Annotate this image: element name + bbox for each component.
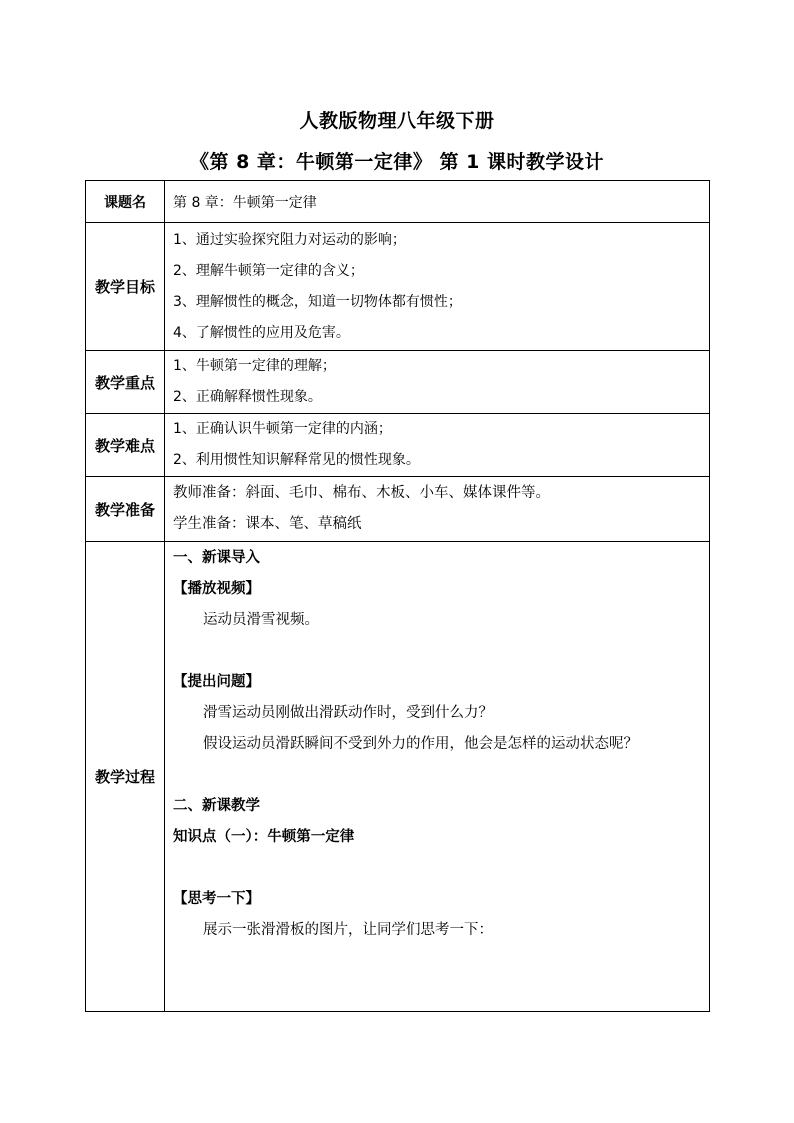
section-heading: 二、新课教学 xyxy=(173,798,260,814)
video-text: 运动员滑雪视频。 xyxy=(203,612,319,628)
preparation-content xyxy=(165,477,710,542)
table-row-objectives xyxy=(86,223,710,351)
document-subtitle: 《第 8 章：牛顿第一定律》 第 1 课时教学设计 xyxy=(189,151,604,173)
think-text: 展示一张滑滑板的图片，让同学们思考一下： xyxy=(203,922,493,938)
preparation-item: 学生准备：课本、笔、草稿纸 xyxy=(173,516,362,532)
preparation-item: 教师准备：斜面、毛巾、棉布、木板、小车、媒体课件等。 xyxy=(173,485,550,501)
key-points-label: 教学重点 xyxy=(86,351,165,414)
lesson-plan-table xyxy=(85,180,710,1012)
difficulty-item: 1、正确认识牛顿第一定律的内涵； xyxy=(173,421,392,437)
blank-line xyxy=(173,853,709,884)
topic-label: 课题名 xyxy=(86,181,165,223)
process-content xyxy=(165,542,710,1012)
table-row-preparation xyxy=(86,477,710,542)
key-points-content xyxy=(165,351,710,414)
video-heading: 【播放视频】 xyxy=(173,581,260,597)
document-title: 人教版物理八年级下册 xyxy=(299,110,495,132)
objectives-label: 教学目标 xyxy=(86,223,165,351)
table-row-process xyxy=(86,542,710,1012)
table-row-key-points xyxy=(86,351,710,414)
question-heading: 【提出问题】 xyxy=(173,674,260,690)
blank-line xyxy=(173,636,709,667)
objectives-content xyxy=(165,223,710,351)
question-text: 假设运动员滑跃瞬间不受到外力的作用，他会是怎样的运动状态呢？ xyxy=(203,736,638,752)
process-label: 教学过程 xyxy=(86,542,165,1012)
objective-item: 4、了解惯性的应用及危害。 xyxy=(173,324,350,341)
key-point-item: 2、正确解释惯性现象。 xyxy=(173,389,322,405)
table-row-difficulties xyxy=(86,414,710,477)
knowledge-point-heading: 知识点（一）：牛顿第一定律 xyxy=(173,829,355,845)
table-row-topic xyxy=(86,181,710,223)
preparation-label: 教学准备 xyxy=(86,477,165,542)
key-point-item: 1、牛顿第一定律的理解； xyxy=(173,358,336,374)
difficulty-item: 2、利用惯性知识解释常见的惯性现象。 xyxy=(173,452,420,468)
difficulties-label: 教学难点 xyxy=(86,414,165,477)
difficulties-content xyxy=(165,414,710,477)
question-text: 滑雪运动员刚做出滑跃动作时，受到什么力？ xyxy=(203,705,493,721)
topic-value: 第 8 章：牛顿第一定律 xyxy=(165,181,710,223)
objective-item: 2、理解牛顿第一定律的含义； xyxy=(173,262,364,279)
blank-line xyxy=(173,760,709,791)
objective-item: 1、通过实验探究阻力对运动的影响； xyxy=(173,231,406,248)
think-heading: 【思考一下】 xyxy=(173,891,260,907)
objective-item: 3、理解惯性的概念，知道一切物体都有惯性； xyxy=(173,293,462,310)
section-heading: 一、新课导入 xyxy=(173,550,260,566)
